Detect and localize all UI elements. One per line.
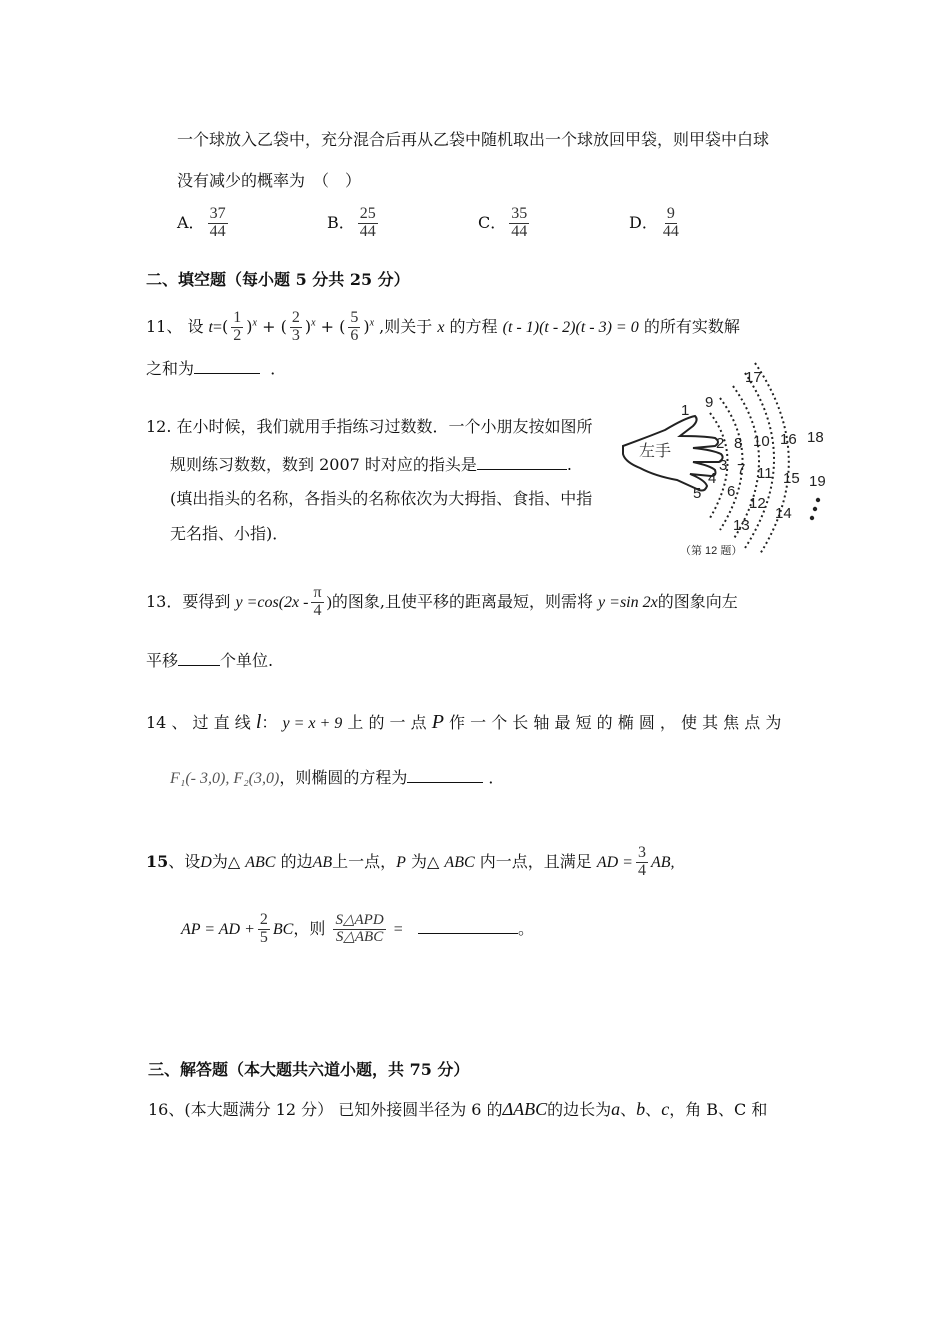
q14-line1: 14 、 过 直 线 l： y = x + 9 上 的 一 点 P 作 一 个 长 轴 最 短 的 椭 圆 ， 使 其 焦 点 为 (146, 711, 782, 733)
svg-text:13: 13 (733, 517, 750, 534)
svg-text:15: 15 (783, 470, 800, 487)
svg-text:18: 18 (807, 429, 824, 446)
q11-line1: 11、 设 t=( $\frac{1}{2}$ )$^x$ + ( $\frac{2}{3}$ )$^x$ + ( $\frac{5}{6}$ )$^x$ ,则关于 x 的方程 (t - 1)(t - 2)(t - 3) = 0 的所有实数解 (146, 309, 740, 344)
q10-option-c[interactable] (478, 206, 532, 241)
option-label: A． (177, 212, 205, 232)
svg-text:4: 4 (708, 470, 717, 487)
svg-text:2: 2 (716, 435, 725, 452)
q12-line1: 12. 在小时候，我们就用手指练习过数数．一个小朋友按如图所 (146, 417, 593, 436)
q10-line2: 没有减少的概率为 （ ） (177, 171, 362, 190)
svg-text:7: 7 (737, 461, 746, 478)
option-fraction: $\frac{37}{44}$ (209, 205, 226, 240)
answer-blank[interactable] (418, 919, 518, 934)
answer-blank[interactable] (477, 455, 567, 470)
q12-line3: (填出指头的名称，各指头的名称依次为大拇指、食指、中指 (170, 489, 593, 508)
q15-line2: AP = AD + $\frac{2}{5}$ BC，则 $\frac{\text{S△APD}}{\text{S△ABC}}$ = 。 (181, 911, 535, 946)
option-fraction: $\frac{35}{44}$ (511, 205, 528, 240)
section-3-title: 三、解答题（本大题共六道小题，共 75 分） (148, 1060, 470, 1079)
section-2-title: 二、填空题（每小题 5 分共 25 分） (146, 270, 410, 289)
svg-text:17: 17 (745, 369, 762, 386)
option-label: D． (629, 212, 658, 232)
answer-blank[interactable] (178, 651, 220, 666)
svg-text:12: 12 (749, 495, 766, 512)
svg-text:8: 8 (734, 435, 743, 452)
svg-text:10: 10 (753, 433, 770, 450)
finger-counting-figure (615, 358, 835, 558)
q13-line2: 平移 个单位. (146, 651, 274, 670)
answer-blank[interactable] (407, 768, 483, 783)
q16-line1: 16、(本大题满分 12 分） 已知外接圆半径为 6 的ΔABC的边长为a、b、c，角 B、C 和 (148, 1099, 768, 1119)
answer-blank[interactable] (194, 359, 260, 374)
svg-text:6: 6 (727, 483, 736, 500)
figure-caption: （第 12 题） (680, 545, 743, 557)
svg-text:11: 11 (757, 465, 773, 482)
svg-text:1: 1 (681, 402, 690, 419)
svg-text:9: 9 (705, 394, 714, 411)
svg-text:19: 19 (809, 473, 826, 490)
svg-text:3: 3 (719, 457, 728, 474)
q12-line2: 规则练习数数，数到 2007 时对应的指头是 . (170, 455, 572, 474)
svg-text:5: 5 (693, 485, 702, 502)
q12-line4: 无名指、小指)． (170, 524, 289, 543)
hand-label: 左手 (639, 443, 672, 460)
option-label: C． (478, 212, 507, 232)
q10-option-a[interactable] (177, 206, 231, 241)
svg-text:14: 14 (775, 505, 792, 522)
option-label: B． (327, 212, 355, 232)
q10-option-d[interactable] (629, 206, 684, 241)
q15-line1: 15、设D为△ ABC 的边AB上一点，P 为△ ABC 内一点，且满足 AD = $\frac{3}{4}$ AB, (146, 844, 675, 879)
q14-line2: F₁(- 3,0), F₂(3,0)，则椭圆的方程为 ． (170, 768, 505, 787)
q10-line1: 一个球放入乙袋中，充分混合后再从乙袋中随机取出一个球放回甲袋，则甲袋中白球 (177, 130, 770, 149)
q10-option-b[interactable] (327, 206, 381, 241)
q13-line1: 13．要得到 y =cos(2x - $\frac{\pi}{4}$ )的图象,且使平移的距离最短，则需将 y =sin 2x的图象向左 (146, 584, 738, 619)
svg-text:16: 16 (780, 431, 797, 448)
option-fraction: $\frac{9}{44}$ (662, 205, 679, 240)
option-fraction: $\frac{25}{44}$ (359, 205, 376, 240)
q11-line2: 之和为 ． (146, 359, 287, 378)
